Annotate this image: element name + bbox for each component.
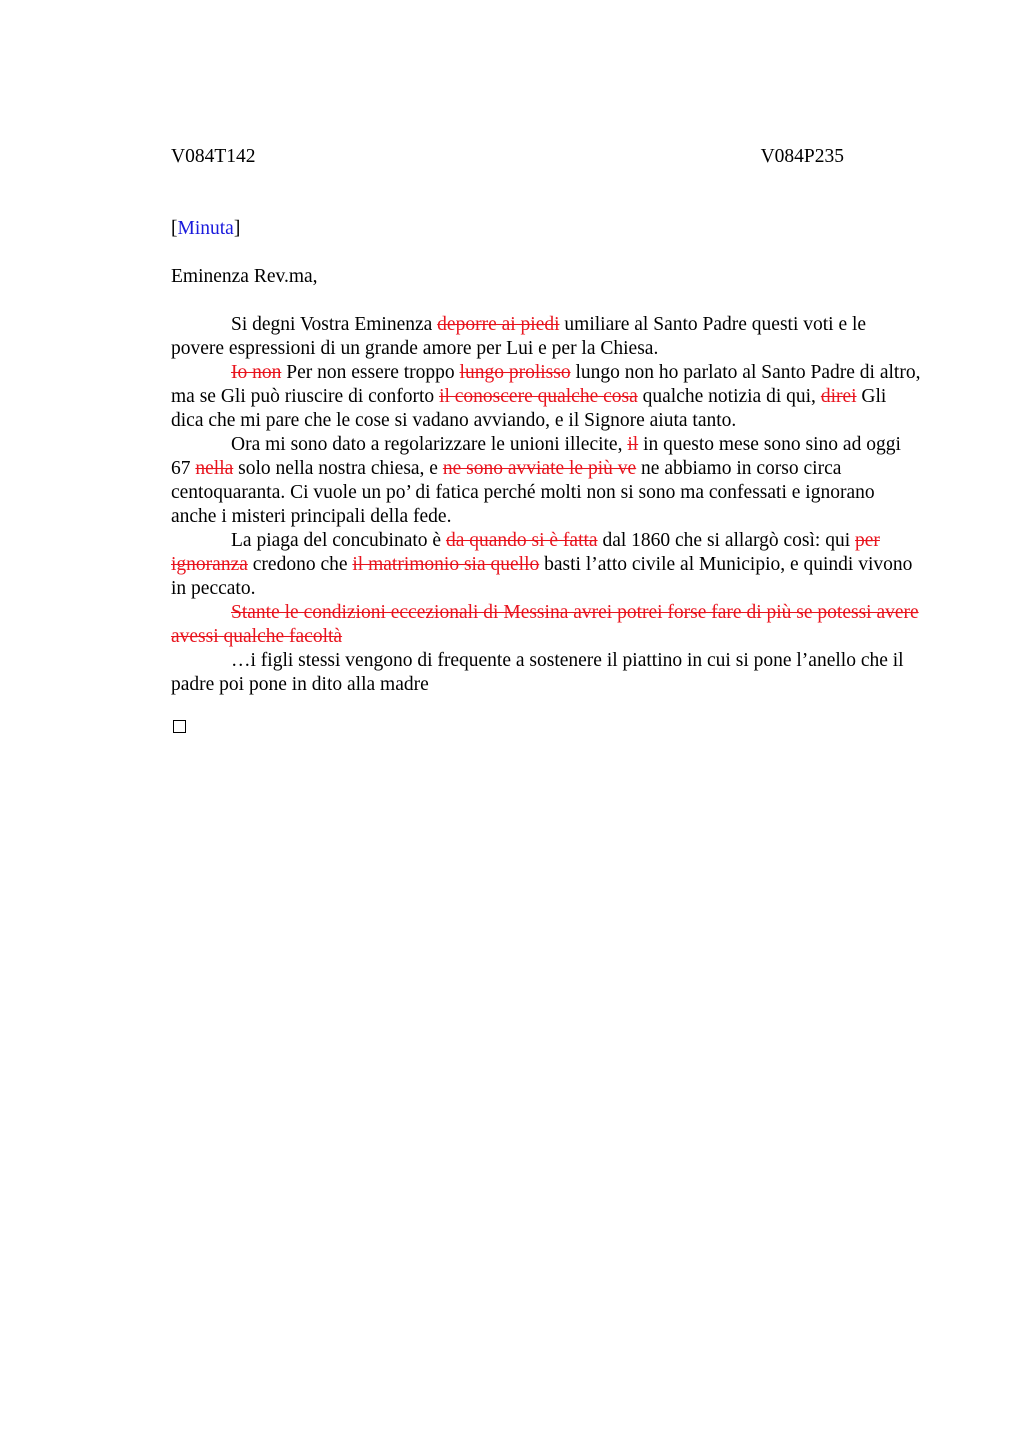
paragraph-text: umiliare al Santo Padre questi voti e le povere espressioni di un grande amore per Lui e per la Chiesa.: [171, 314, 867, 359]
paragraph-text: lungo non ho parlato al Santo Padre di altro, ma se Gli può riuscire di conforto: [171, 362, 921, 407]
label-close-bracket: ]: [233, 218, 241, 239]
paragraph-text: qualche notizia di qui,: [637, 386, 821, 407]
deleted-text: il matrimonio sia quello: [352, 554, 540, 575]
paragraph-text: ne abbiamo in corso circa centoquaranta. Ci vuole un po’ di fatica perché molti non si sono ma confessati e ignorano anche i misteri principali della fede.: [171, 458, 875, 527]
paragraph-text: basti l’atto civile al Municipio, e quindi vivono in peccato.: [171, 554, 913, 599]
paragraph: [171, 313, 921, 361]
paragraph: [171, 649, 921, 697]
deleted-text: lungo prolisso: [459, 362, 571, 383]
paragraph-text: dal 1860 che si allargò così: qui: [597, 530, 856, 551]
paragraph-text: Gli dica che mi pare che le cose si vadano avviando, e il Signore aiuta tanto.: [171, 386, 887, 431]
deleted-text: nella: [195, 458, 234, 479]
deleted-text: da quando si è fatta: [445, 530, 598, 551]
paragraph-text: solo nella nostra chiesa, e: [233, 458, 443, 479]
deleted-text: ne sono avviate le più ve: [442, 458, 637, 479]
paragraph: [171, 529, 921, 601]
paragraph-text: in questo mese sono sino ad oggi 67: [171, 434, 901, 479]
deleted-text: Io non: [231, 362, 282, 383]
document-label: [171, 217, 240, 241]
paragraph-text: Ora mi sono dato a regolarizzare le unioni illecite,: [231, 434, 628, 455]
deleted-text: il: [627, 434, 639, 455]
document-code-left: V084T142: [171, 146, 256, 167]
deleted-text: direi: [820, 386, 857, 407]
paragraph-text: La piaga del concubinato è: [231, 530, 446, 551]
deleted-text: per ignoranza: [171, 530, 880, 575]
deleted-text: deporre ai piedi: [437, 314, 560, 335]
document-header: [171, 145, 844, 169]
empty-square-icon: [173, 720, 186, 733]
paragraph-text: Si degni Vostra Eminenza: [231, 314, 438, 335]
paragraph-text: credono che: [247, 554, 353, 575]
paragraph-text: …i figli stessi vengono di frequente a sostenere il piattino in cui si pone l’anello che il padre poi pone in dito alla madre: [171, 650, 904, 695]
letter-body: [171, 313, 921, 697]
document-page: [171, 0, 921, 1450]
paragraph: [171, 433, 921, 529]
deleted-text: il conoscere qualche cosa: [439, 386, 638, 407]
label-open-bracket: [: [171, 218, 178, 239]
paragraph: [171, 601, 921, 649]
paragraph-text: Per non essere troppo: [281, 362, 460, 383]
deleted-text: Stante le condizioni eccezionali di Messina avrei potrei forse fare di più se potessi avere avessi qualche facoltà: [171, 602, 919, 647]
salutation: Eminenza Rev.ma,: [171, 266, 318, 287]
label-text: Minuta: [177, 218, 234, 239]
paragraph: [171, 361, 921, 433]
document-code-right: V084P235: [760, 146, 844, 167]
